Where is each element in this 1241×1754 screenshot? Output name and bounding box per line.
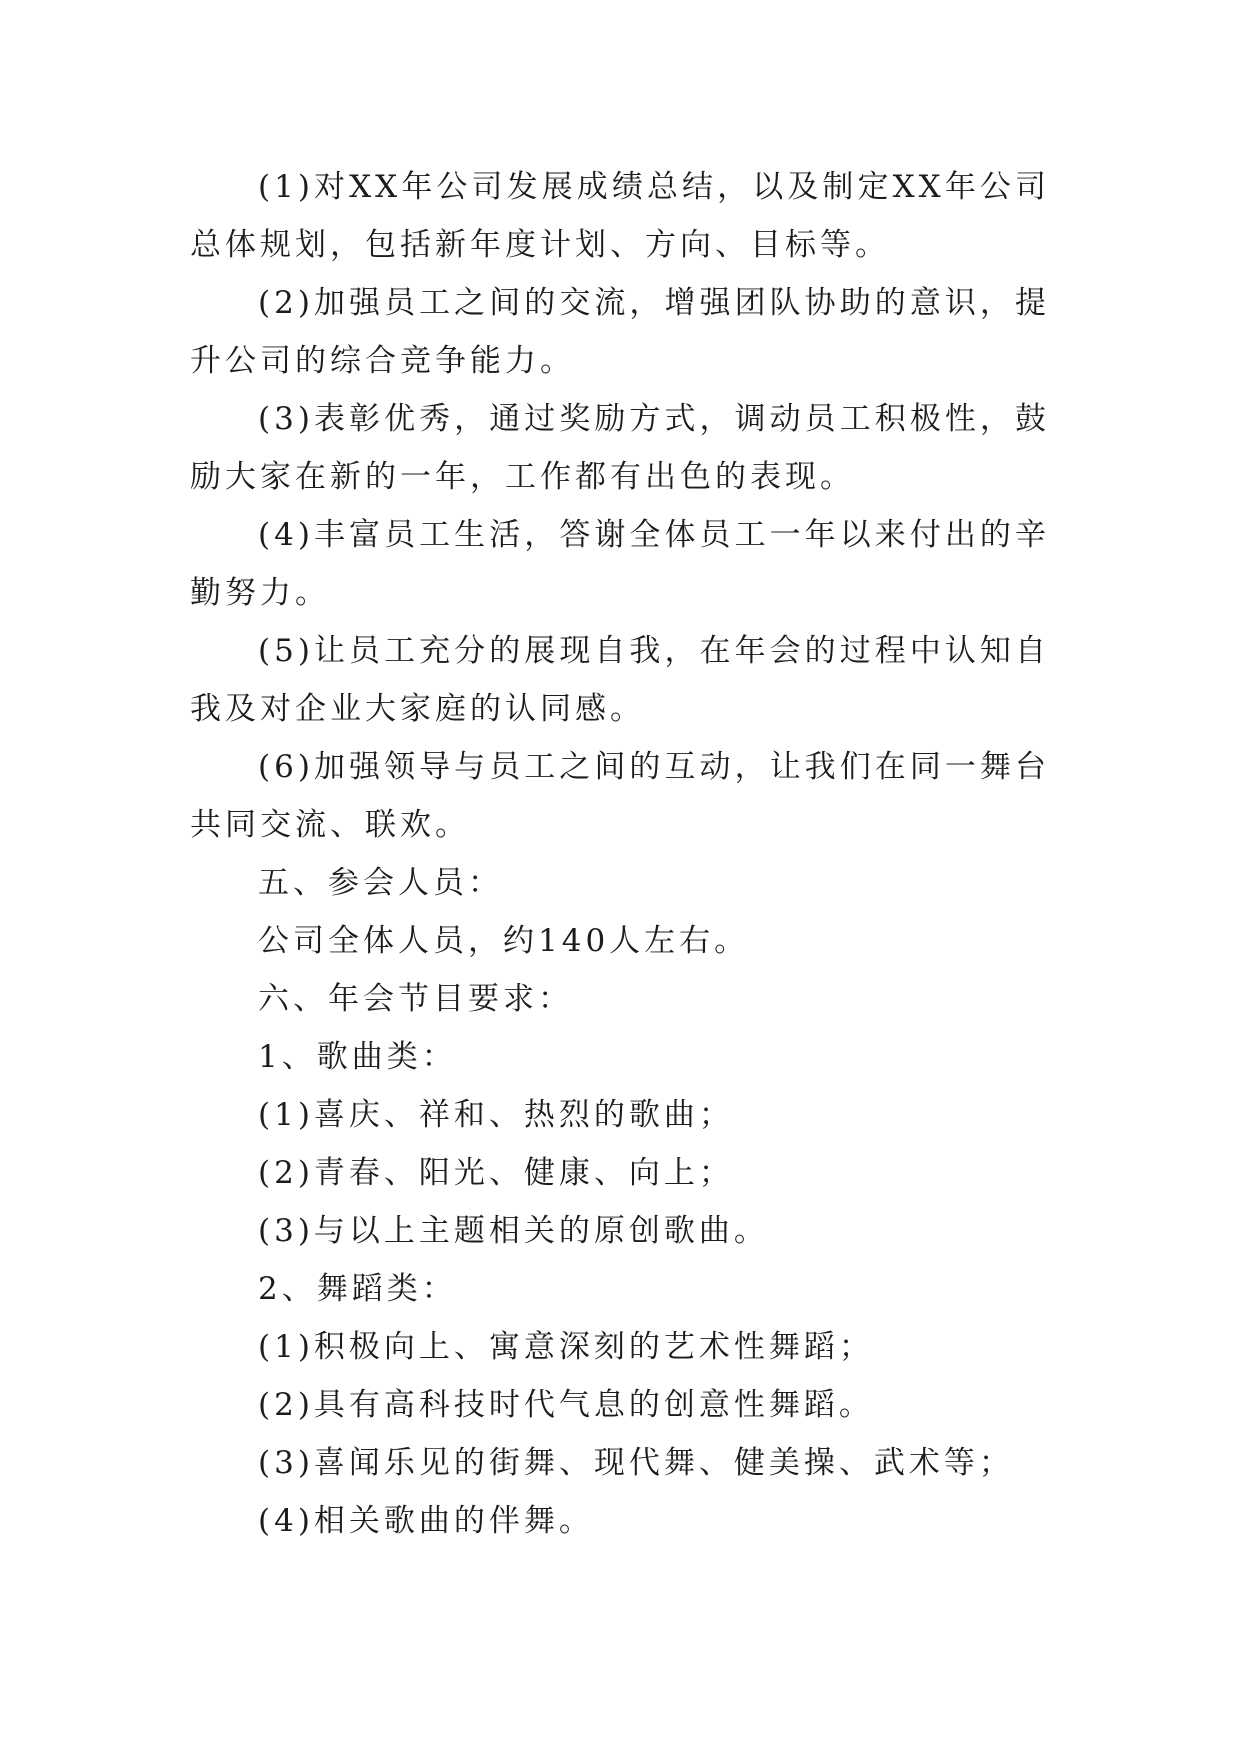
paragraph-goal-6: (6)加强领导与员工之间的互动，让我们在同一舞台共同交流、联欢。 <box>190 749 1050 843</box>
subheading-songs: 1、歌曲类： <box>258 1039 457 1075</box>
list-item-dance-3: (3)喜闻乐见的街舞、现代舞、健美操、武术等； <box>258 1445 1014 1481</box>
list-item-dance-1: (1)积极向上、寓意深刻的艺术性舞蹈； <box>258 1329 874 1365</box>
paragraph-goal-4: (4)丰富员工生活，答谢全体员工一年以来付出的辛勤努力。 <box>190 517 1050 611</box>
section-heading-attendees: 五、参会人员： <box>258 865 503 901</box>
paragraph-goal-5: (5)让员工充分的展现自我，在年会的过程中认知自我及对企业大家庭的认同感。 <box>190 633 1050 727</box>
list-item-song-2: (2)青春、阳光、健康、向上； <box>258 1155 734 1191</box>
list-item-song-1: (1)喜庆、祥和、热烈的歌曲； <box>258 1097 734 1133</box>
list-item-dance-4: (4)相关歌曲的伴舞。 <box>258 1503 594 1539</box>
paragraph-goal-2: (2)加强员工之间的交流，增强团队协助的意识，提升公司的综合竞争能力。 <box>190 285 1050 379</box>
list-item-song-3: (3)与以上主题相关的原创歌曲。 <box>258 1213 769 1249</box>
section-heading-program: 六、年会节目要求： <box>258 981 573 1017</box>
paragraph-goal-1: (1)对XX年公司发展成绩总结，以及制定XX年公司总体规划，包括新年度计划、方向、目标等。 <box>190 169 1050 263</box>
paragraph-attendees: 公司全体人员，约140人左右。 <box>258 923 750 959</box>
document-body <box>190 158 1050 1550</box>
paragraph-goal-3: (3)表彰优秀，通过奖励方式，调动员工积极性，鼓励大家在新的一年，工作都有出色的表现。 <box>190 401 1050 495</box>
subheading-dance: 2、舞蹈类： <box>258 1271 457 1307</box>
list-item-dance-2: (2)具有高科技时代气息的创意性舞蹈。 <box>258 1387 874 1423</box>
